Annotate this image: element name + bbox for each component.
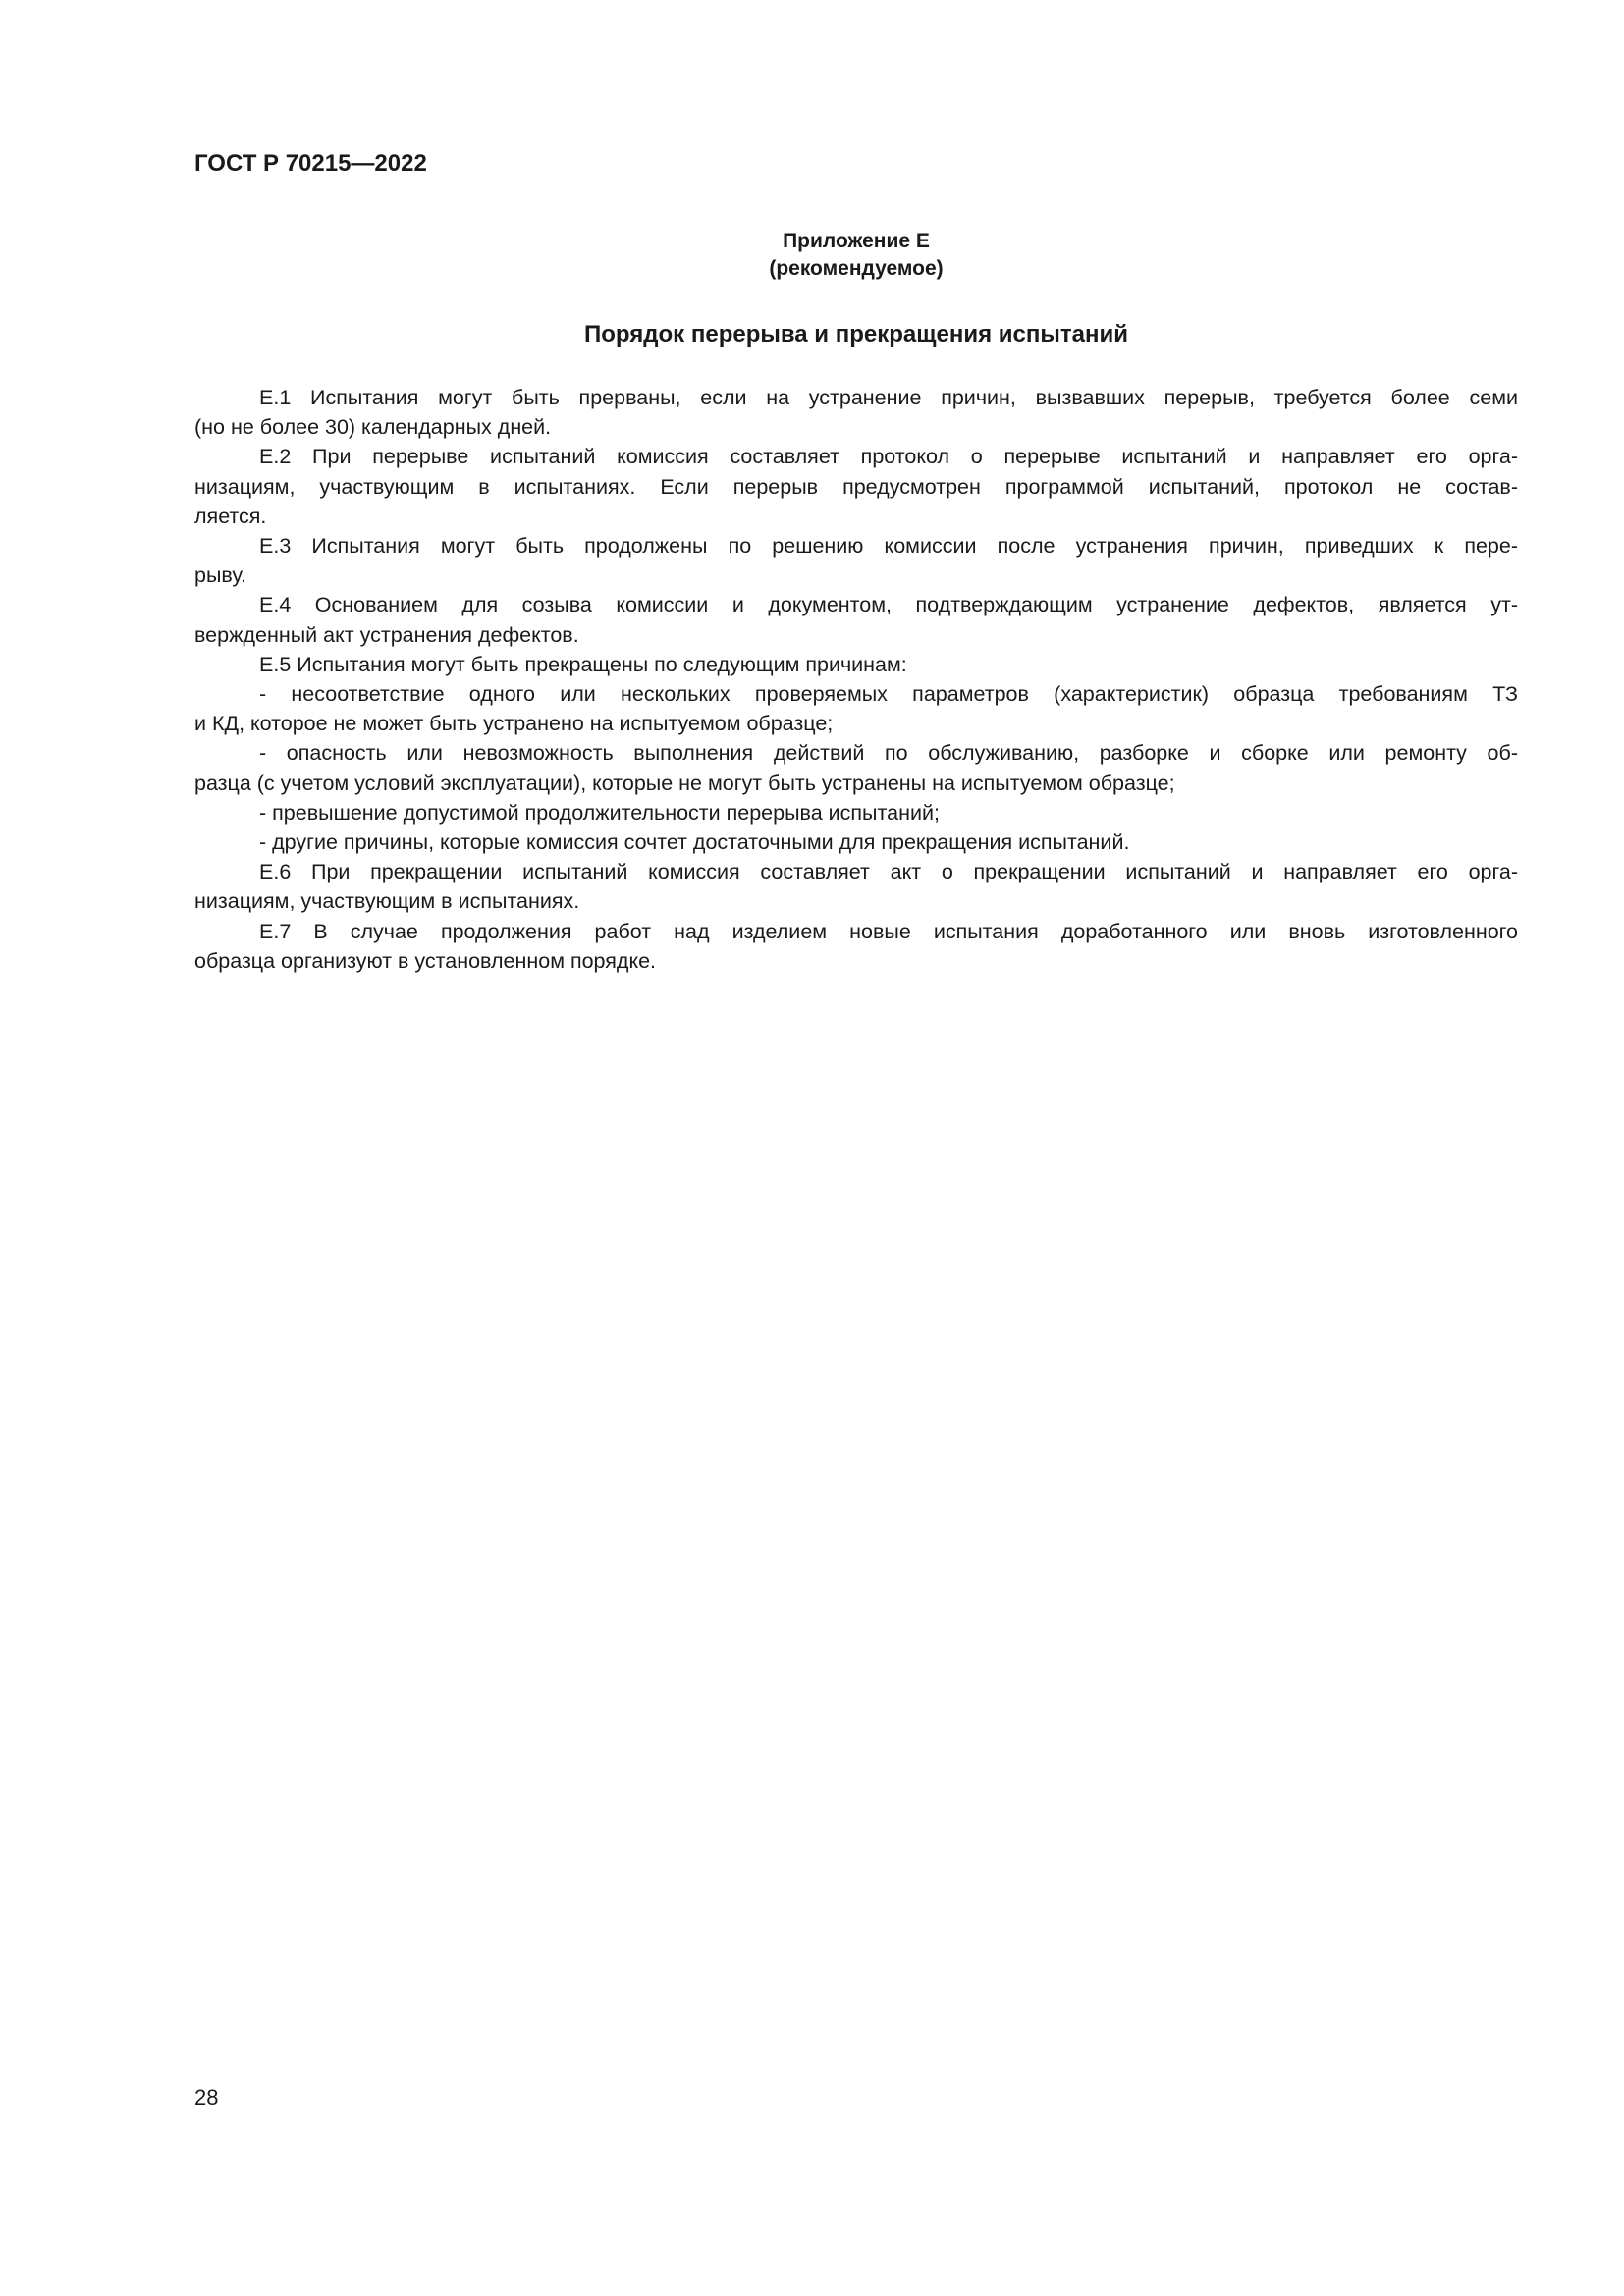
text-line: Е.5 Испытания могут быть прекращены по следующим причинам: — [259, 652, 907, 676]
text-line: разца (с учетом условий эксплуатации), которые не могут быть устранены на испытуемом образце; — [194, 771, 1175, 795]
text-line: образца организуют в установленном порядке. — [194, 948, 657, 973]
text-line: ляется. — [194, 504, 267, 528]
text-line: Е.1 Испытания могут быть прерваны, если на устранение причин, вызвавших перерыв, требуется более семи — [259, 386, 1518, 409]
text-line: и КД, которое не может быть устранено на испытуемом образце; — [194, 712, 834, 736]
text-line: низациям, участвующим в испытаниях. Если перерыв предусмотрен программой испытаний, протокол не состав- — [194, 474, 1518, 499]
appendix-title: Приложение Е — [783, 230, 930, 252]
list-item: - другие причины, которые комиссия сочтет достаточными для прекращения испытаний. — [259, 830, 1130, 855]
body-text — [194, 383, 1518, 976]
text-line: рыву. — [194, 563, 246, 588]
text-line: вержденный акт устранения дефектов. — [194, 622, 579, 647]
list-item: - опасность или невозможность выполнения действий по обслуживанию, разборке и сборке или ремонту об- — [259, 741, 1518, 766]
text-line: Е.3 Испытания могут быть продолжены по решению комиссии после устранения причин, приведших к пере- — [259, 534, 1518, 559]
text-line: Е.6 При прекращении испытаний комиссия составляет акт о прекращении испытаний и направляет его орга- — [259, 860, 1518, 884]
text-line: Е.7 В случае продолжения работ над изделием новые испытания доработанного или вновь изготовленного — [259, 919, 1518, 943]
text-line: Е.4 Основанием для созыва комиссии и документом, подтверждающим устранение дефектов, является ут- — [259, 593, 1518, 617]
page-number: 28 — [194, 2085, 219, 2109]
text-line: низациям, участвующим в испытаниях. — [194, 889, 580, 914]
text-line: (но не более 30) календарных дней. — [194, 415, 552, 440]
text-line: Е.2 При перерыве испытаний комиссия составляет протокол о перерыве испытаний и направляет его орга- — [259, 445, 1518, 469]
document-header: ГОСТ Р 70215—2022 — [194, 150, 427, 177]
section-title: Порядок перерыва и прекращения испытаний — [584, 321, 1128, 347]
appendix-status: (рекомендуемое) — [769, 257, 944, 280]
list-item: - несоответствие одного или нескольких проверяемых параметров (характеристик) образца требованиям ТЗ — [259, 682, 1518, 707]
list-item: - превышение допустимой продолжительности перерыва испытаний; — [259, 800, 940, 825]
